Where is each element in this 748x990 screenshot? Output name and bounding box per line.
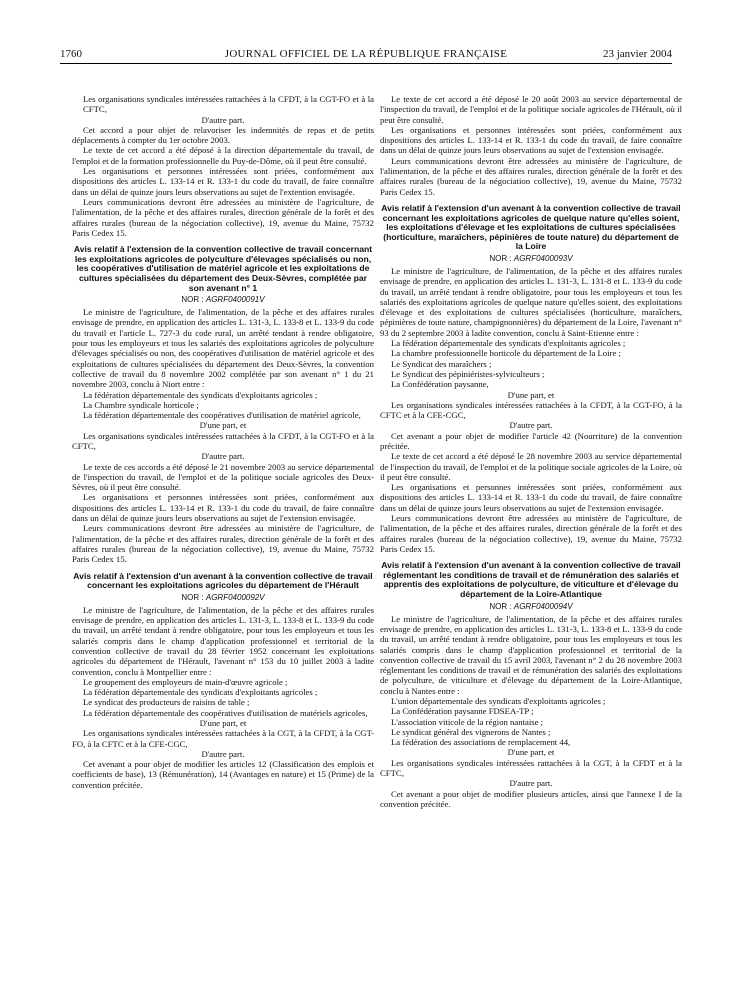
- paragraph: La fédération départementale des syndicats d'exploitants agricoles ;: [83, 389, 318, 400]
- header-rule: [60, 63, 672, 64]
- paragraph: La chambre professionnelle horticole du département de la Loire ;: [391, 348, 621, 359]
- paragraph: Leurs communications devront être adressées au ministère de l'agriculture, de l'alimentation, de la pêche et des affaires rurales, direction générale de la forêt et des affaires rurales (bureau de la négociation collective), 19, avenue du Maine, 75732 Paris Cedex 15.: [380, 155, 682, 197]
- journal-title: JOURNAL OFFICIEL DE LA RÉPUBLIQUE FRANÇAISE: [224, 48, 508, 60]
- paragraph: Les organisations syndicales intéressées rattachées à la CFDT, à la CGT-FO et à la CFTC,: [83, 94, 374, 115]
- left-column: [72, 94, 374, 790]
- paragraph: Leurs communications devront être adressées au ministère de l'agriculture, de l'alimentation, de la pêche et des affaires rurales, direction générale de la forêt et des affaires rurales (bureau de la négociation collective), 19, avenue du Maine, 75732 Paris Cedex 15.: [72, 196, 374, 238]
- paragraph: D'une part, et: [199, 420, 247, 431]
- paragraph: D'une part, et: [507, 389, 555, 400]
- paragraph: Les organisations syndicales intéressées rattachées à la CFDT, à la CGT-FO, à la CFTC et à la CFE-CGC,: [380, 399, 682, 421]
- notice-title: Avis relatif à l'extension d'un avenant à la convention collective de travail concernant les exploitations agricoles du département de l'Hérault: [73, 570, 373, 591]
- page-header: [60, 48, 672, 64]
- nor-reference: NOR : AGRF0400093V: [489, 253, 573, 263]
- paragraph: Cet avenant a pour objet de modifier les articles 12 (Classification des emplois et coefficients de base), 13 (Rémunération), 14 (Avantages en nature) et 15 (Prime) de la convention précitée.: [72, 759, 374, 790]
- paragraph: Le syndicat des producteurs de raisins de table ;: [83, 697, 250, 708]
- nor-reference: NOR : AGRF0400094V: [489, 601, 573, 611]
- paragraph: D'autre part.: [201, 451, 245, 462]
- paragraph: Le ministre de l'agriculture, de l'alimentation, de la pêche et des affaires rurales envisage de prendre, en application des articles L. 131-3, L. 131-8 et L. 133-9 du code du travail, un arrêté tendant à rendre obligatoire, pour tous les employeurs et tous les salariés des exploitations agricoles de quelque nature qu'elles soient, des exploitations d'élevage et des exploitations de cultures spécialisées (horticulture, maraîchers, pépinières de toute nature, champignonnières) du département de la Loire, l'avenant n° 93 du 2 septembre 2003 à ladite convention, conclu à Saint-Etienne entre :: [380, 265, 682, 338]
- paragraph: Le texte de cet accord a été déposé à la direction départementale du travail, de l'emploi et de la formation professionnelle du Puy-de-Dôme, où il peut être consulté.: [72, 145, 374, 166]
- nor-reference: NOR : AGRF0400091V: [181, 295, 265, 305]
- paragraph: Cet avenant a pour objet de modifier l'article 42 (Nourriture) de la convention précitée.: [380, 430, 682, 451]
- paragraph: Cet avenant a pour objet de modifier plusieurs articles, ainsi que l'annexe I de la convention précitée.: [380, 788, 682, 809]
- paragraph: Le texte de ces accords a été déposé le 21 novembre 2003 au service départemental de l'inspection du travail, de l'emploi et de la politique sociale agricoles des Deux-Sèvres, où il peut être consulté.: [72, 461, 374, 493]
- paragraph: Le syndicat général des vignerons de Nantes ;: [391, 726, 551, 737]
- paragraph: La fédération départementale des coopératives d'utilisation de matériels agricoles,: [83, 707, 368, 718]
- right-column: [380, 94, 682, 809]
- paragraph: Le texte de cet accord a été déposé le 20 août 2003 au service départemental de l'inspection du travail, de l'emploi et de la politique sociale agricoles de l'Hérault, où il peut être consulté.: [380, 94, 682, 125]
- paragraph: L'union départementale des syndicats d'exploitants agricoles ;: [391, 696, 606, 706]
- notice-title: Avis relatif à l'extension de la convention collective de travail concernant les exploitations agricoles de polyculture d'élevages spécialisés ou non, les coopératives d'utilisation de matériel agricole et les exploitations de cultures spécialisées du département des Deux-Sèvres, complétée par son avenant n° 1: [73, 244, 373, 293]
- paragraph: Le ministre de l'agriculture, de l'alimentation, de la pêche et des affaires rurales envisage de prendre, en application des articles L. 131-3, L. 133-8 et L. 133-9 du code du travail et l'article L. 727-3 du code rural, un arrêté tendant à rendre obligatoire, pour tous les employeurs et tous les salariés des exploitations agricoles de polyculture d'élevages spécialisés ou non, des coopératives d'utilisation de matériel agricole et des exploitations de cultures spécialisées du département des Deux-Sèvres, la convention collective de travail du 8 novembre 2002 complétée par son avenant n° 1 du 21 novembre 2003, conclu à Niort entre :: [72, 307, 374, 390]
- paragraph: Le Syndicat des pépiniéristes-sylviculteurs ;: [391, 368, 545, 379]
- nor-reference: NOR : AGRF0400092V: [181, 592, 265, 602]
- paragraph: La fédération départementale des coopératives d'utilisation de matériel agricole,: [83, 410, 361, 421]
- paragraph: D'autre part.: [201, 748, 245, 759]
- paragraph: Leurs communications devront être adressées au ministère de l'agriculture, de l'alimentation, de la pêche et des affaires rurales, direction générale de la forêt et des affaires rurales (bureau de la négociation collective), 19, avenue du Maine, 75732 Paris Cedex 15.: [380, 513, 682, 554]
- issue-date: 23 janvier 2004: [602, 48, 672, 60]
- notice-title: Avis relatif à l'extension d'un avenant à la convention collective de travail réglementant les conditions de travail et de rémunération des salariés et apprentis des exploitations de polyculture, de viticulture et d'élevage du département de la Loire-Atlantique: [381, 560, 681, 600]
- paragraph: Les organisations syndicales intéressées rattachées à la CFDT, à la CGT-FO et à la CFTC,: [72, 430, 374, 451]
- paragraph: La Confédération paysanne FDSEA-TP ;: [391, 706, 534, 717]
- paragraph: D'une part, et: [507, 747, 555, 758]
- paragraph: Les organisations syndicales intéressées rattachées à la CGT, à la CFDT et à la CFTC,: [380, 757, 682, 779]
- paragraph: Le groupement des employeurs de main-d'œuvre agricole ;: [83, 676, 288, 687]
- paragraph: La fédération départementale des syndicats d'exploitants agricoles ;: [83, 687, 318, 698]
- paragraph: Cet accord a pour objet de relavoriser les indemnités de repas et de petits déplacements à compter du 1er octobre 2003.: [72, 124, 374, 146]
- paragraph: La Chambre syndicale horticole ;: [83, 399, 199, 410]
- notice-title: Avis relatif à l'extension d'un avenant à la convention collective de travail concernant les exploitations agricoles de quelque nature qu'elles soient, les exploitations d'élevage et les exploitations de cultures spécialisées (horticulture, maraîchers, pépinières de toute nature) du département de la Loire: [381, 202, 681, 252]
- paragraph: D'une part, et: [199, 718, 247, 728]
- paragraph: Les organisations et personnes intéressées sont priées, conformément aux dispositions des articles L. 133-14 et R. 133-1 du code du travail, de faire connaître dans un délai de quinze jours leurs observations au sujet de l'extension envisagée.: [380, 124, 682, 156]
- paragraph: Les organisations et personnes intéressées sont priées, conformément aux dispositions des articles L. 133-14 et R. 133-1 du code du travail, de faire connaître dans un délai de quinze jours leurs observations au sujet de l'extention envisagée.: [72, 166, 374, 197]
- paragraph: D'autre part.: [509, 778, 553, 789]
- paragraph: La fédération départementale des syndicats d'exploitants agricoles ;: [391, 338, 626, 349]
- paragraph: Le Syndicat des maraîchers ;: [391, 358, 492, 369]
- paragraph: D'autre part.: [509, 420, 553, 431]
- paragraph: Le ministre de l'agriculture, de l'alimentation, de la pêche et des affaires rurales envisage de prendre, en application des articles L. 131-3, L. 133-8 et L. 133-9 du code du travail, un arrêté tendant à rendre obligatoire, pour tous les employeurs et tous les salariés compris dans le champ d'application professionnel et territorial de la convention collective de travail du 15 avril 2003, l'avenant n° 2 du 28 novembre 2003 réglementant les conditions de travail et de rémunération des salariés des exploitations de polyculture, de viticulture et d'élevage du département de la Loire-Atlantique, conclu à Nantes entre :: [380, 613, 682, 696]
- paragraph: Leurs communications devront être adressées au ministère de l'agriculture, de l'alimentation, de la pêche et des affaires rurales, direction générale de la forêt et des affaires rurales (bureau de la négociation collective), 19, avenue du Maine, 75732 Paris Cedex 15.: [72, 523, 374, 565]
- page-number: 1760: [60, 48, 82, 60]
- paragraph: Le texte de cet accord a été déposé le 28 novembre 2003 au service départemental de l'inspection du travail, de l'emploi et de la politique sociale agricoles de la Loire, où il peut être consulté.: [380, 451, 682, 482]
- paragraph: Les organisations syndicales intéressées rattachées à la CGT, à la CFDT, à la CGT-FO, à la CFTC et à la CFE-CGC,: [72, 728, 374, 749]
- paragraph: Le ministre de l'agriculture, de l'alimentation, de la pêche et des affaires rurales envisage de prendre, en application des articles L. 131-3, L. 133-8 et L. 133-9 du code du travail, un arrêté tendant à rendre obligatoire, pour tous les employeurs et tous les salariés compris dans le champ d'application professionnel et territorial de la convention collective de travail du 28 février 1952 concernant les exploitations agricoles du département de l'Hérault, l'avenant n° 153 du 10 juillet 2003 à ladite convention, conclu à Montpellier entre :: [72, 604, 374, 677]
- paragraph: La fédération des associations de remplacement 44,: [391, 737, 571, 748]
- paragraph: Les organisations et personnes intéressées sont priées, conformément aux dispositions des articles L. 133-14 et R. 133-1 du code du travail, de faire connaître dans un délai de quinze jours leurs observations au sujet de l'extension envisagée.: [72, 492, 374, 524]
- paragraph: L'association viticole de la région nantaise ;: [391, 716, 544, 727]
- paragraph: D'autre part.: [201, 114, 245, 125]
- paragraph: Les organisations et personnes intéressées sont priées, conformément aux dispositions des articles L. 133-14 et R. 133-1 du code du travail, de faire connaître dans un délai de quinze jours leurs observations au sujet de l'extension envisagée.: [380, 482, 682, 513]
- paragraph: La Confédération paysanne,: [391, 379, 489, 390]
